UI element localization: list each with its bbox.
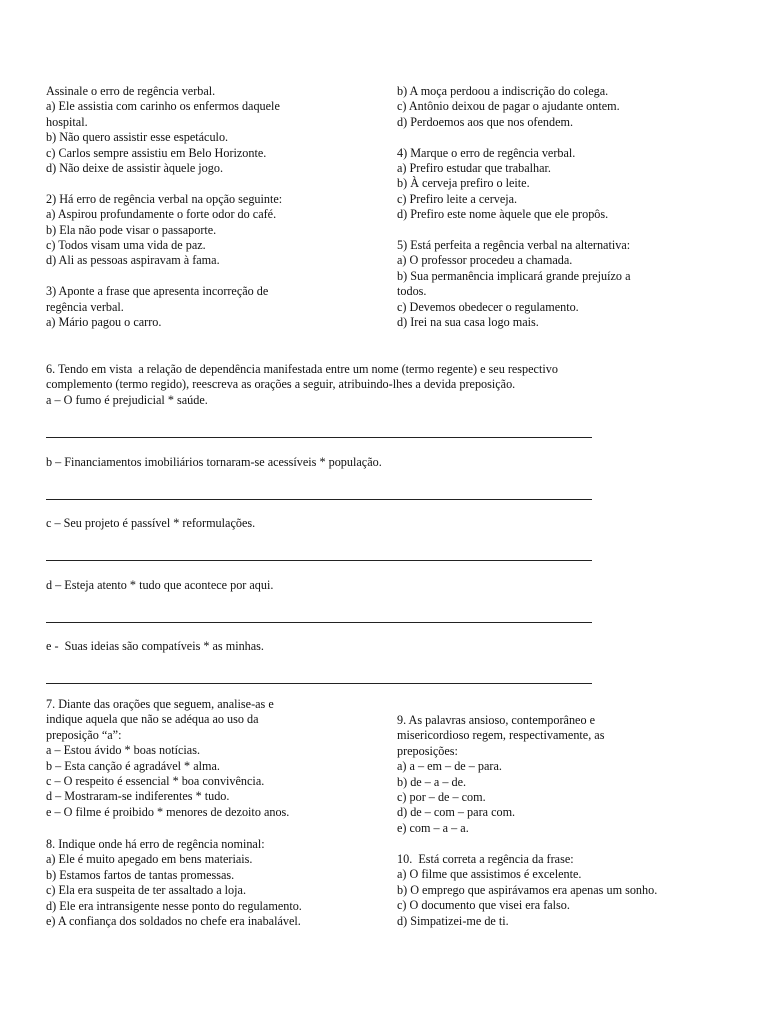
q9-option-c: c) por – de – com. — [397, 790, 486, 805]
q7-option-a: a – Estou ávido * boas notícias. — [46, 743, 201, 758]
q7-prompt-cont: indique aquela que não se adéqua ao uso da — [46, 712, 259, 727]
q7-option-e: e – O filme é proibido * menores de dezoito anos. — [46, 804, 290, 819]
q6-prompt: 6. Tendo em vista a relação de dependência manifestada entre um nome (termo regente) e seu respectivo — [46, 362, 558, 376]
q8-option-c: c) Ela era suspeita de ter assaltado a loja. — [46, 883, 246, 898]
q10-option-b: b) O emprego que aspirávamos era apenas um sonho. — [397, 882, 658, 897]
q5-option-d: d) Irei na sua casa logo mais. — [397, 315, 539, 330]
q3-option-a: a) Mário pagou o carro. — [46, 315, 162, 330]
q6-item-c: c – Seu projeto é passível * reformulações. — [46, 516, 256, 530]
q5-option-b: b) Sua permanência implicará grande prejuízo a — [397, 268, 631, 283]
q2-option-d: d) Ali as pessoas aspiravam à fama. — [46, 253, 220, 268]
q3-option-c: c) Antônio deixou de pagar o ajudante ontem. — [397, 99, 620, 114]
q1-option-b: b) Não quero assistir esse espetáculo. — [46, 130, 229, 145]
q6-prompt-cont: complemento (termo regido), reescreva as orações a seguir, atribuindo-lhes a devida preposição. — [46, 377, 516, 392]
q7-option-b: b – Esta canção é agradável * alma. — [46, 758, 220, 773]
q6-item-b: b – Financiamentos imobiliários tornaram-se acessíveis * população. — [46, 455, 382, 469]
q8-option-b: b) Estamos fartos de tantas promessas. — [46, 867, 235, 882]
left-column — [46, 84, 346, 330]
q7-option-c: c – O respeito é essencial * boa convivência. — [46, 774, 265, 789]
q10-option-d: d) Simpatizei-me de ti. — [397, 913, 509, 928]
answer-line-d[interactable] — [46, 622, 592, 623]
q1-option-d: d) Não deixe de assistir àquele jogo. — [46, 161, 224, 176]
q8-option-e: e) A confiança dos soldados no chefe era inabalável. — [46, 914, 301, 929]
q8-option-d: d) Ele era intransigente nesse ponto do regulamento. — [46, 898, 302, 913]
q5-option-a: a) O professor procedeu a chamada. — [397, 253, 573, 268]
q10-prompt: 10. Está correta a regência da frase: — [397, 852, 574, 866]
q7-prompt-cont-2: preposição “a”: — [46, 727, 122, 742]
q5-option-c: c) Devemos obedecer o regulamento. — [397, 299, 579, 314]
answer-line-b[interactable] — [46, 499, 592, 500]
q10-option-c: c) O documento que visei era falso. — [397, 898, 570, 913]
q6-item-e: e - Suas ideias são compatíveis * as minhas. — [46, 639, 264, 653]
q1-option-a-cont: hospital. — [46, 114, 88, 129]
q9-option-a: a) a – em – de – para. — [397, 759, 502, 774]
q2-option-b: b) Ela não pode visar o passaporte. — [46, 222, 217, 237]
q9-prompt-cont: misericordioso regem, respectivamente, as — [397, 728, 605, 743]
q5-option-b-cont: todos. — [397, 284, 427, 299]
q9-option-d: d) de – com – para com. — [397, 805, 516, 820]
q8-option-a: a) Ele é muito apegado em bens materiais. — [46, 852, 253, 867]
q2-prompt: 2) Há erro de regência verbal na opção seguinte: — [46, 191, 283, 206]
q9-option-b: b) de – a – de. — [397, 774, 467, 789]
q1-option-a: a) Ele assistia com carinho os enfermos daquele — [46, 99, 280, 114]
q3-prompt-cont: regência verbal. — [46, 299, 124, 314]
q4-option-a: a) Prefiro estudar que trabalhar. — [397, 161, 551, 176]
q5-prompt: 5) Está perfeita a regência verbal na alternativa: — [397, 238, 631, 253]
q9-prompt: 9. As palavras ansioso, contemporâneo e — [397, 713, 595, 727]
q6-prompt-block — [46, 362, 726, 393]
q2-option-a: a) Aspirou profundamente o forte odor do café. — [46, 207, 277, 222]
answer-line-a[interactable] — [46, 437, 592, 438]
q4-option-b: b) À cerveja prefiro o leite. — [397, 176, 530, 191]
q4-option-d: d) Prefiro este nome àquele que ele propôs. — [397, 207, 609, 222]
q9-option-e: e) com – a – a. — [397, 820, 469, 835]
answer-line-e[interactable] — [46, 683, 592, 684]
q9-prompt-cont-2: preposições: — [397, 743, 458, 758]
q7-option-d: d – Mostraram-se indiferentes * tudo. — [46, 789, 230, 804]
q6-item-a: a – O fumo é prejudicial * saúde. — [46, 393, 208, 407]
q3-option-b: b) A moça perdoou a indiscrição do colega. — [397, 84, 609, 98]
q8-prompt: 8. Indique onde há erro de regência nominal: — [46, 837, 265, 851]
q7-prompt: 7. Diante das orações que seguem, analise-as e — [46, 697, 274, 711]
q10-option-a: a) O filme que assistimos é excelente. — [397, 867, 582, 882]
q4-option-c: c) Prefiro leite a cerveja. — [397, 191, 518, 206]
q8-block — [46, 837, 376, 929]
q10-block — [397, 852, 727, 929]
q1-prompt: Assinale o erro de regência verbal. — [46, 84, 216, 98]
q9-block — [397, 713, 717, 836]
q6-item-d: d – Esteja atento * tudo que acontece por aqui. — [46, 578, 274, 592]
q3-prompt: 3) Aponte a frase que apresenta incorreção de — [46, 284, 269, 299]
q4-prompt: 4) Marque o erro de regência verbal. — [397, 145, 576, 160]
right-column — [397, 84, 717, 330]
q3-option-d: d) Perdoemos aos que nos ofendem. — [397, 114, 574, 129]
q2-option-c: c) Todos visam uma vida de paz. — [46, 238, 206, 253]
answer-line-c[interactable] — [46, 560, 592, 561]
q1-option-c: c) Carlos sempre assistiu em Belo Horizonte. — [46, 145, 267, 160]
q7-block — [46, 697, 346, 820]
